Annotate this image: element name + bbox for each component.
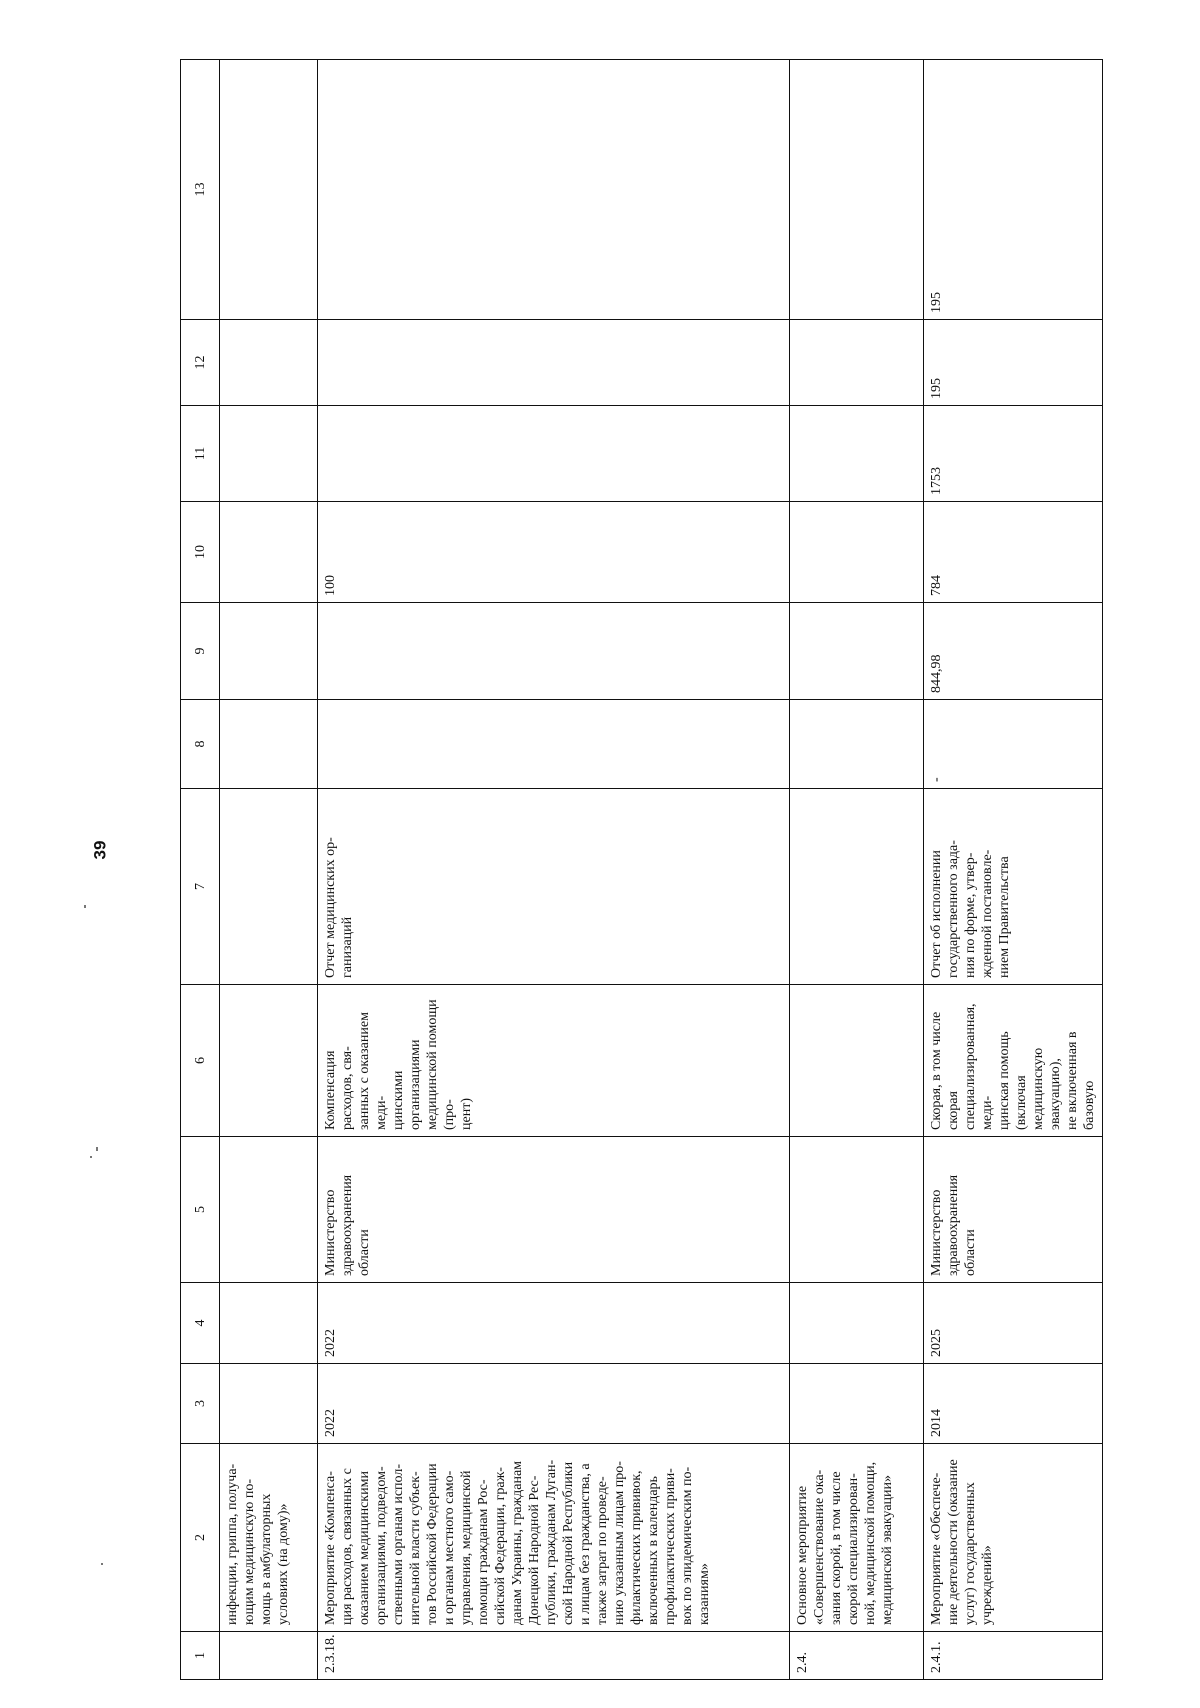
table-cell [318,406,790,502]
table-cell [220,985,318,1137]
column-number: 8 [181,700,220,789]
table-row [924,60,1103,1680]
table-cell: 2022 [318,1283,790,1364]
table-cell: 1753 [924,406,1103,502]
table-cell: 195 [924,60,1103,320]
column-number: 12 [181,320,220,406]
table-cell: Мероприятие «Обеспече- ние деятельности (оказание услуг) государственных учреждений» [924,1444,1103,1632]
table-cell [318,320,790,406]
table-cell: 100 [318,502,790,603]
table-cell: 195 [924,320,1103,406]
program-activities-table [180,59,1103,1680]
table-cell [790,502,924,603]
column-number: 7 [181,789,220,985]
table-row [790,60,924,1680]
table-cell [790,700,924,789]
column-number: 5 [181,1137,220,1283]
table-cell: Компенсация расходов, свя- занных с оказанием меди- цинскими организациями медицинской помощи (про- цент) [318,985,790,1137]
table-cell [790,1137,924,1283]
table-cell [220,502,318,603]
table-cell [790,1364,924,1444]
rotated-table-wrapper [180,60,1097,1680]
column-number: 3 [181,1364,220,1444]
table-row [220,60,318,1680]
column-number: 11 [181,406,220,502]
table-cell [790,985,924,1137]
table-cell: 2025 [924,1283,1103,1364]
column-number: 9 [181,603,220,700]
table-cell: Основное мероприятие «Совершенствование ока- зания скорой, в том числе скорой специализирован- ной, медицинской помощи, медицинской эвакуации» [790,1444,924,1632]
column-number: 4 [181,1283,220,1364]
table-cell: 2.4. [790,1632,924,1680]
table-cell [220,1283,318,1364]
table-cell: Министерство здравоохранения области [318,1137,790,1283]
table-cell [790,1283,924,1364]
table-cell [220,1632,318,1680]
table-cell [318,60,790,320]
table-cell [220,406,318,502]
table-row [318,60,790,1680]
column-number-header-row [181,60,220,1680]
table-cell: Отчет об исполнении государственного зада- ния по форме, утвер- жденной постановле- нием Правительства [924,789,1103,985]
table-cell: 784 [924,502,1103,603]
scan-speck [84,905,86,908]
table-cell: инфекции, гриппа, получа- ющим медицинскую по- мощь в амбулаторных условиях (на дому)» [220,1444,318,1632]
column-number: 6 [181,985,220,1137]
table-cell [220,700,318,789]
table-cell [220,1137,318,1283]
table-cell: 2.3.18. [318,1632,790,1680]
column-number: 10 [181,502,220,603]
table-cell: 2.4.1. [924,1632,1103,1680]
table-cell: Скорая, в том числе скорая специализированная, меди- цинская помощь (включая медицинскую эвакуацию), не включенная в базовую [924,985,1103,1137]
table-cell: Министерство здравоохранения области [924,1137,1103,1283]
scan-speck [101,1563,103,1565]
table-cell [220,60,318,320]
table-cell [790,789,924,985]
page-number: 39 [89,840,109,860]
table-cell [790,406,924,502]
table-cell [318,700,790,789]
table-cell [220,1364,318,1444]
column-number: 2 [181,1444,220,1632]
table-cell [790,60,924,320]
table-cell: 844,98 [924,603,1103,700]
table-cell [790,320,924,406]
column-number: 13 [181,60,220,320]
scan-speck [90,1156,92,1158]
table-cell: 2022 [318,1364,790,1444]
table-cell: Мероприятие «Компенса- ция расходов, связанных с оказанием медицинскими организациями, подведом- ственными органам испол- нительной власти субъек- тов Российской Федерации и органам местного само- управления, медицинской помощи гражданам Рос- сийской Федерации, граж- данам Украины, гражданам Донецкой Народной Рес- публики, гражданам Луган- ской Народной Республики и лицам без гражданства, а также затрат по проведе- нию указанным лицам про- филактических прививок, включенных в календарь профилактических приви- вок по эпидемическим по- казаниям» [318,1444,790,1632]
scan-speck [96,1147,98,1151]
table-cell [220,789,318,985]
column-number: 1 [181,1632,220,1680]
table-cell: Отчет медицинских ор- ганизаций [318,789,790,985]
table-cell [220,320,318,406]
table-cell [318,603,790,700]
table-cell: 2014 [924,1364,1103,1444]
table-cell: - [924,700,1103,789]
table-cell [790,603,924,700]
table-cell [220,603,318,700]
